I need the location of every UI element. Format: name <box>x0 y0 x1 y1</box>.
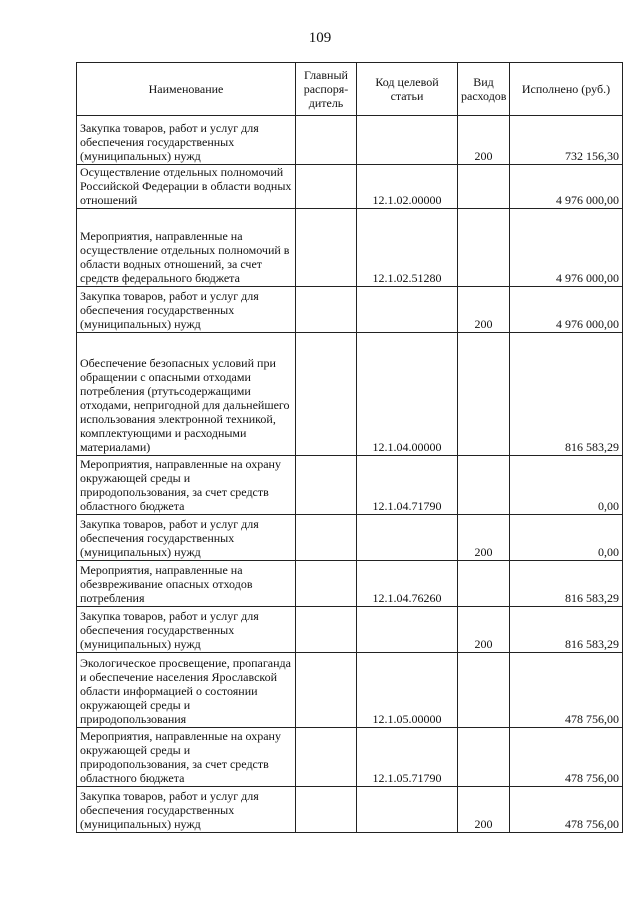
table-row <box>77 561 623 607</box>
table-row <box>77 515 623 561</box>
row-amount: 0,00 <box>510 456 623 515</box>
row-vid <box>458 209 510 287</box>
row-amount: 478 756,00 <box>510 653 623 728</box>
row-kod <box>357 515 458 561</box>
row-vid: 200 <box>458 607 510 653</box>
row-vid <box>458 333 510 456</box>
budget-table <box>76 62 623 833</box>
table-row <box>77 116 623 165</box>
row-name: Обеспечение безопасных условий при обращении с опасными отходами потребления (ртутьсодержащими отходами, непригодной для дальнейшего использования электронной техникой, комплектующими и расходными материалами) <box>77 333 296 456</box>
row-name: Мероприятия, направленные на осуществление отдельных полномочий в области водных отношений, за счет средств федерального бюджета <box>77 209 296 287</box>
row-glavny <box>296 653 357 728</box>
row-kod: 12.1.04.71790 <box>357 456 458 515</box>
table-row <box>77 209 623 287</box>
header-kod-celevoy-stati: Код целевой статьи <box>357 63 458 116</box>
row-name: Мероприятия, направленные на охрану окружающей среды и природопользования, за счет средств областного бюджета <box>77 456 296 515</box>
row-glavny <box>296 287 357 333</box>
row-name: Закупка товаров, работ и услуг для обеспечения государственных (муниципальных) нужд <box>77 787 296 833</box>
row-vid <box>458 561 510 607</box>
row-kod <box>357 607 458 653</box>
row-vid: 200 <box>458 116 510 165</box>
row-glavny <box>296 728 357 787</box>
row-kod: 12.1.04.00000 <box>357 333 458 456</box>
row-vid <box>458 456 510 515</box>
row-kod <box>357 287 458 333</box>
row-name: Экологическое просвещение, пропаганда и обеспечение населения Ярославской области информацией о состоянии окружающей среды и природопользования <box>77 653 296 728</box>
row-glavny <box>296 515 357 561</box>
row-name: Закупка товаров, работ и услуг для обеспечения государственных (муниципальных) нужд <box>77 515 296 561</box>
row-kod: 12.1.02.51280 <box>357 209 458 287</box>
row-glavny <box>296 561 357 607</box>
row-kod: 12.1.05.00000 <box>357 653 458 728</box>
row-kod: 12.1.04.76260 <box>357 561 458 607</box>
header-glavny-rasporyaditel: Главный распоря-дитель <box>296 63 357 116</box>
row-name: Закупка товаров, работ и услуг для обеспечения государственных (муниципальных) нужд <box>77 116 296 165</box>
row-glavny <box>296 456 357 515</box>
row-name: Мероприятия, направленные на обезвреживание опасных отходов потребления <box>77 561 296 607</box>
row-name: Закупка товаров, работ и услуг для обеспечения государственных (муниципальных) нужд <box>77 287 296 333</box>
table-row <box>77 165 623 209</box>
page-number: 109 <box>308 30 332 46</box>
header-ispolneno: Исполнено (руб.) <box>510 63 623 116</box>
row-vid: 200 <box>458 287 510 333</box>
table-row <box>77 653 623 728</box>
row-amount: 816 583,29 <box>510 607 623 653</box>
row-name: Закупка товаров, работ и услуг для обеспечения государственных (муниципальных) нужд <box>77 607 296 653</box>
row-amount: 816 583,29 <box>510 333 623 456</box>
table-row <box>77 787 623 833</box>
table-row <box>77 333 623 456</box>
table-row <box>77 607 623 653</box>
row-vid <box>458 653 510 728</box>
row-amount: 4 976 000,00 <box>510 287 623 333</box>
table-row <box>77 456 623 515</box>
row-amount: 816 583,29 <box>510 561 623 607</box>
row-glavny <box>296 787 357 833</box>
row-vid <box>458 728 510 787</box>
table-row <box>77 287 623 333</box>
row-amount: 4 976 000,00 <box>510 165 623 209</box>
header-vid-rashodov: Вид расходов <box>458 63 510 116</box>
row-name: Осуществление отдельных полномочий Российской Федерации в области водных отношений <box>77 165 296 209</box>
row-kod: 12.1.02.00000 <box>357 165 458 209</box>
row-amount: 4 976 000,00 <box>510 209 623 287</box>
row-kod <box>357 116 458 165</box>
row-glavny <box>296 333 357 456</box>
table-header-row <box>77 63 623 116</box>
row-amount: 732 156,30 <box>510 116 623 165</box>
row-amount: 478 756,00 <box>510 787 623 833</box>
row-kod <box>357 787 458 833</box>
row-vid: 200 <box>458 787 510 833</box>
table-row <box>77 728 623 787</box>
row-amount: 0,00 <box>510 515 623 561</box>
row-amount: 478 756,00 <box>510 728 623 787</box>
row-glavny <box>296 209 357 287</box>
header-name: Наименование <box>77 63 296 116</box>
row-vid <box>458 165 510 209</box>
row-name: Мероприятия, направленные на охрану окружающей среды и природопользования, за счет средств областного бюджета <box>77 728 296 787</box>
row-glavny <box>296 165 357 209</box>
row-vid: 200 <box>458 515 510 561</box>
row-glavny <box>296 607 357 653</box>
row-kod: 12.1.05.71790 <box>357 728 458 787</box>
row-glavny <box>296 116 357 165</box>
